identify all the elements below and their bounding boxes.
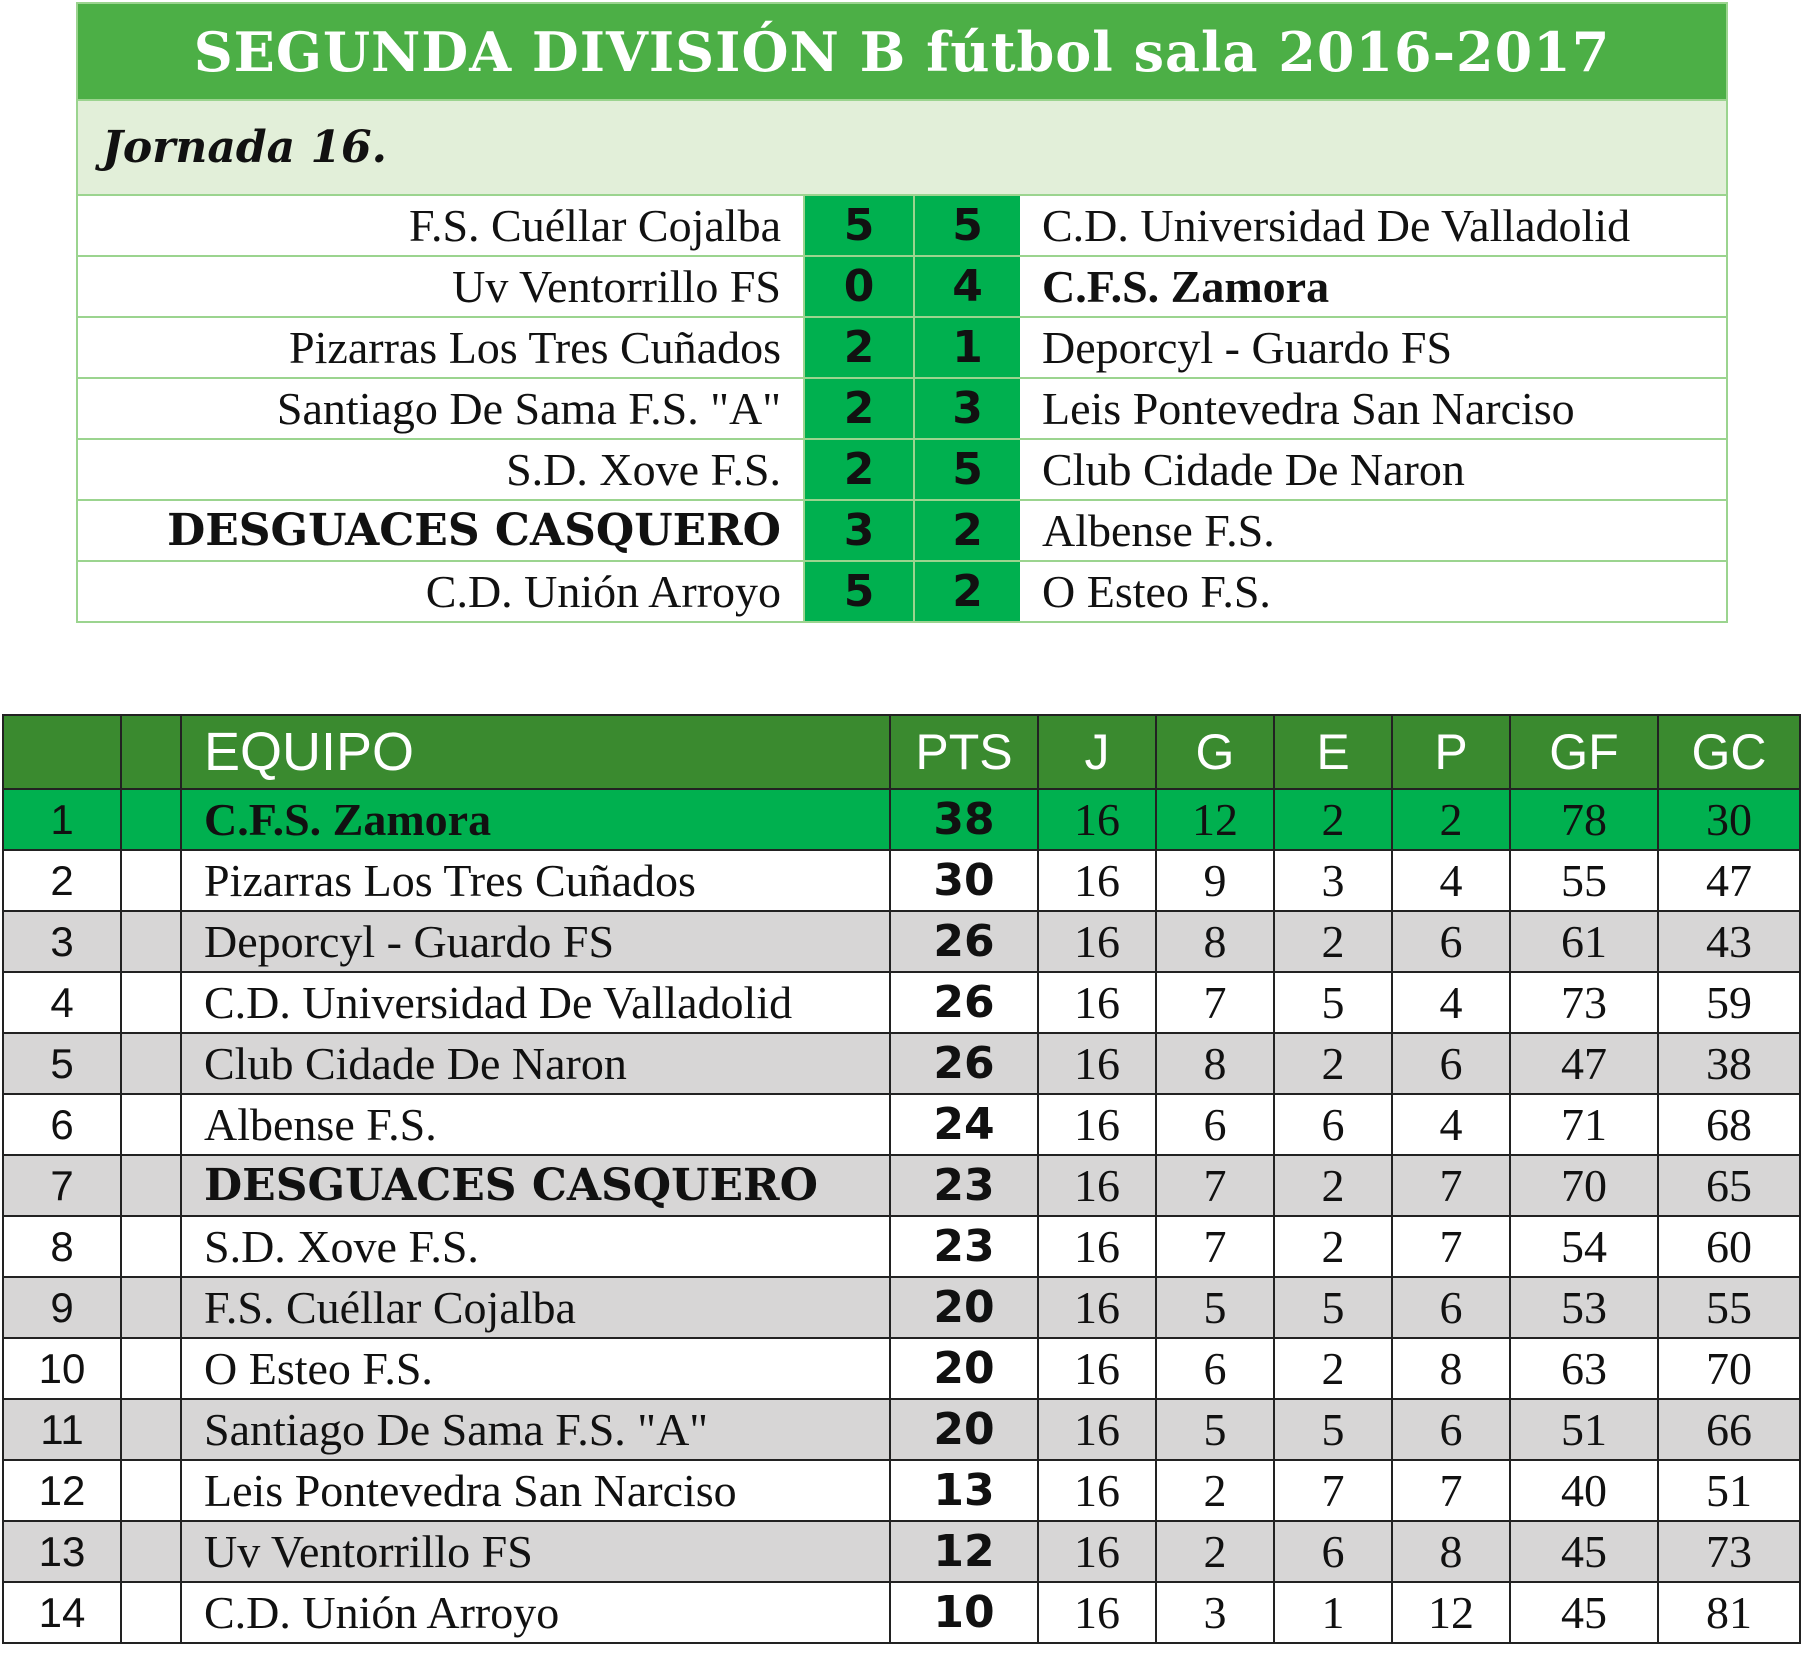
cell-gc: 47 [1658, 850, 1800, 911]
cell-pos: 6 [3, 1094, 121, 1155]
spacer-cell [121, 1399, 181, 1460]
cell-j: 16 [1038, 789, 1156, 850]
cell-gf: 61 [1510, 911, 1658, 972]
cell-e: 2 [1274, 1338, 1392, 1399]
cell-j: 16 [1038, 911, 1156, 972]
home-team: C.D. Unión Arroyo [78, 561, 804, 621]
standings-table [2, 714, 1801, 1644]
cell-g: 3 [1156, 1582, 1274, 1643]
cell-e: 2 [1274, 1155, 1392, 1216]
header-g: G [1156, 715, 1274, 789]
away-goals: 2 [914, 500, 1020, 561]
cell-pos: 4 [3, 972, 121, 1033]
header-gf: GF [1510, 715, 1658, 789]
cell-pts: 26 [890, 1033, 1038, 1094]
table-row [3, 1094, 1800, 1155]
cell-e: 2 [1274, 1033, 1392, 1094]
result-row [78, 195, 1726, 256]
cell-team: Albense F.S. [181, 1094, 890, 1155]
result-row [78, 378, 1726, 439]
spacer-cell [121, 850, 181, 911]
away-goals: 5 [914, 195, 1020, 256]
cell-team: C.D. Unión Arroyo [181, 1582, 890, 1643]
spacer-cell [121, 1277, 181, 1338]
cell-gf: 63 [1510, 1338, 1658, 1399]
spacer-cell [121, 972, 181, 1033]
cell-team: Pizarras Los Tres Cuñados [181, 850, 890, 911]
cell-gc: 38 [1658, 1033, 1800, 1094]
home-team: DESGUACES CASQUERO [78, 500, 804, 561]
cell-gc: 55 [1658, 1277, 1800, 1338]
away-team: O Esteo F.S. [1020, 561, 1726, 621]
cell-e: 5 [1274, 1399, 1392, 1460]
cell-j: 16 [1038, 1216, 1156, 1277]
cell-e: 6 [1274, 1521, 1392, 1582]
table-row [3, 1521, 1800, 1582]
cell-gc: 73 [1658, 1521, 1800, 1582]
away-team: Club Cidade De Naron [1020, 439, 1726, 500]
header-p: P [1392, 715, 1510, 789]
cell-e: 6 [1274, 1094, 1392, 1155]
cell-e: 2 [1274, 911, 1392, 972]
cell-g: 7 [1156, 1155, 1274, 1216]
cell-g: 9 [1156, 850, 1274, 911]
cell-team: Club Cidade De Naron [181, 1033, 890, 1094]
home-team: S.D. Xove F.S. [78, 439, 804, 500]
header-gc: GC [1658, 715, 1800, 789]
cell-e: 2 [1274, 1216, 1392, 1277]
cell-j: 16 [1038, 1521, 1156, 1582]
cell-gf: 40 [1510, 1460, 1658, 1521]
away-goals: 3 [914, 378, 1020, 439]
cell-p: 8 [1392, 1521, 1510, 1582]
away-goals: 4 [914, 256, 1020, 317]
table-row [3, 972, 1800, 1033]
cell-g: 8 [1156, 911, 1274, 972]
cell-pos: 9 [3, 1277, 121, 1338]
cell-pts: 20 [890, 1277, 1038, 1338]
home-team: Uv Ventorrillo FS [78, 256, 804, 317]
spacer-cell [121, 1216, 181, 1277]
cell-pts: 10 [890, 1582, 1038, 1643]
cell-e: 2 [1274, 789, 1392, 850]
table-row [3, 850, 1800, 911]
results-panel [76, 2, 1728, 623]
cell-j: 16 [1038, 1094, 1156, 1155]
cell-gc: 81 [1658, 1582, 1800, 1643]
home-team: F.S. Cuéllar Cojalba [78, 195, 804, 256]
cell-p: 8 [1392, 1338, 1510, 1399]
cell-pos: 8 [3, 1216, 121, 1277]
cell-g: 7 [1156, 1216, 1274, 1277]
table-row [3, 1277, 1800, 1338]
cell-p: 12 [1392, 1582, 1510, 1643]
cell-pts: 26 [890, 972, 1038, 1033]
cell-gf: 51 [1510, 1399, 1658, 1460]
away-team: C.F.S. Zamora [1020, 256, 1726, 317]
cell-gf: 53 [1510, 1277, 1658, 1338]
cell-e: 5 [1274, 972, 1392, 1033]
cell-team: DESGUACES CASQUERO [181, 1155, 890, 1216]
header-e: E [1274, 715, 1392, 789]
cell-pos: 1 [3, 789, 121, 850]
cell-e: 1 [1274, 1582, 1392, 1643]
cell-g: 2 [1156, 1460, 1274, 1521]
table-row [3, 1216, 1800, 1277]
cell-p: 4 [1392, 972, 1510, 1033]
cell-gc: 51 [1658, 1460, 1800, 1521]
cell-gf: 54 [1510, 1216, 1658, 1277]
table-row [3, 1033, 1800, 1094]
cell-p: 6 [1392, 1399, 1510, 1460]
result-row [78, 317, 1726, 378]
cell-j: 16 [1038, 1460, 1156, 1521]
table-row [3, 1460, 1800, 1521]
cell-e: 5 [1274, 1277, 1392, 1338]
cell-pos: 5 [3, 1033, 121, 1094]
cell-g: 6 [1156, 1094, 1274, 1155]
cell-p: 6 [1392, 1277, 1510, 1338]
cell-gf: 45 [1510, 1582, 1658, 1643]
table-row [3, 1338, 1800, 1399]
away-team: Deporcyl - Guardo FS [1020, 317, 1726, 378]
cell-j: 16 [1038, 1033, 1156, 1094]
cell-pos: 2 [3, 850, 121, 911]
cell-pts: 24 [890, 1094, 1038, 1155]
header-team: EQUIPO [181, 715, 890, 789]
cell-j: 16 [1038, 850, 1156, 911]
cell-g: 2 [1156, 1521, 1274, 1582]
header-spacer [121, 715, 181, 789]
spacer-cell [121, 789, 181, 850]
cell-j: 16 [1038, 972, 1156, 1033]
home-goals: 2 [804, 439, 914, 500]
spacer-cell [121, 1338, 181, 1399]
spacer-cell [121, 1582, 181, 1643]
result-row [78, 500, 1726, 561]
cell-gf: 71 [1510, 1094, 1658, 1155]
cell-pos: 10 [3, 1338, 121, 1399]
away-goals: 2 [914, 561, 1020, 621]
spacer-cell [121, 1155, 181, 1216]
cell-p: 6 [1392, 911, 1510, 972]
cell-gc: 30 [1658, 789, 1800, 850]
cell-pts: 20 [890, 1338, 1038, 1399]
home-team: Santiago De Sama F.S. "A" [78, 378, 804, 439]
cell-gf: 47 [1510, 1033, 1658, 1094]
table-row [3, 1399, 1800, 1460]
cell-p: 4 [1392, 850, 1510, 911]
cell-pos: 12 [3, 1460, 121, 1521]
cell-pts: 12 [890, 1521, 1038, 1582]
cell-p: 7 [1392, 1460, 1510, 1521]
cell-gf: 45 [1510, 1521, 1658, 1582]
home-goals: 3 [804, 500, 914, 561]
cell-j: 16 [1038, 1277, 1156, 1338]
cell-g: 12 [1156, 789, 1274, 850]
cell-j: 16 [1038, 1155, 1156, 1216]
away-team: Leis Pontevedra San Narciso [1020, 378, 1726, 439]
cell-pos: 14 [3, 1582, 121, 1643]
header-j: J [1038, 715, 1156, 789]
result-row [78, 439, 1726, 500]
cell-g: 5 [1156, 1399, 1274, 1460]
header-pts: PTS [890, 715, 1038, 789]
cell-j: 16 [1038, 1338, 1156, 1399]
cell-team: F.S. Cuéllar Cojalba [181, 1277, 890, 1338]
cell-p: 7 [1392, 1155, 1510, 1216]
cell-g: 5 [1156, 1277, 1274, 1338]
cell-team: Uv Ventorrillo FS [181, 1521, 890, 1582]
cell-gc: 59 [1658, 972, 1800, 1033]
home-goals: 2 [804, 378, 914, 439]
header-pos [3, 715, 121, 789]
cell-team: C.F.S. Zamora [181, 789, 890, 850]
cell-pts: 26 [890, 911, 1038, 972]
page-title: SEGUNDA DIVISIÓN B fútbol sala 2016-2017 [78, 4, 1726, 99]
table-row [3, 789, 1800, 850]
cell-pos: 11 [3, 1399, 121, 1460]
cell-pos: 3 [3, 911, 121, 972]
cell-pts: 13 [890, 1460, 1038, 1521]
cell-j: 16 [1038, 1399, 1156, 1460]
cell-p: 2 [1392, 789, 1510, 850]
cell-p: 6 [1392, 1033, 1510, 1094]
spacer-cell [121, 1521, 181, 1582]
home-goals: 5 [804, 561, 914, 621]
cell-e: 7 [1274, 1460, 1392, 1521]
cell-team: C.D. Universidad De Valladolid [181, 972, 890, 1033]
table-row [3, 1155, 1800, 1216]
spacer-cell [121, 911, 181, 972]
spacer-cell [121, 1094, 181, 1155]
cell-pos: 13 [3, 1521, 121, 1582]
cell-j: 16 [1038, 1582, 1156, 1643]
cell-gf: 70 [1510, 1155, 1658, 1216]
cell-pts: 23 [890, 1216, 1038, 1277]
cell-g: 6 [1156, 1338, 1274, 1399]
cell-team: O Esteo F.S. [181, 1338, 890, 1399]
results-table [78, 194, 1726, 621]
away-goals: 1 [914, 317, 1020, 378]
result-row [78, 561, 1726, 621]
away-goals: 5 [914, 439, 1020, 500]
spacer-cell [121, 1033, 181, 1094]
cell-team: S.D. Xove F.S. [181, 1216, 890, 1277]
cell-gc: 70 [1658, 1338, 1800, 1399]
cell-g: 8 [1156, 1033, 1274, 1094]
cell-pts: 38 [890, 789, 1038, 850]
cell-gc: 68 [1658, 1094, 1800, 1155]
cell-gf: 78 [1510, 789, 1658, 850]
away-team: Albense F.S. [1020, 500, 1726, 561]
cell-g: 7 [1156, 972, 1274, 1033]
home-goals: 0 [804, 256, 914, 317]
cell-gc: 65 [1658, 1155, 1800, 1216]
home-goals: 2 [804, 317, 914, 378]
cell-gc: 66 [1658, 1399, 1800, 1460]
spacer-cell [121, 1460, 181, 1521]
cell-pts: 20 [890, 1399, 1038, 1460]
cell-team: Leis Pontevedra San Narciso [181, 1460, 890, 1521]
cell-e: 3 [1274, 850, 1392, 911]
cell-pts: 30 [890, 850, 1038, 911]
table-row [3, 911, 1800, 972]
home-goals: 5 [804, 195, 914, 256]
cell-p: 4 [1392, 1094, 1510, 1155]
cell-gf: 73 [1510, 972, 1658, 1033]
home-team: Pizarras Los Tres Cuñados [78, 317, 804, 378]
round-label: Jornada 16. [78, 99, 1726, 194]
away-team: C.D. Universidad De Valladolid [1020, 195, 1726, 256]
cell-gc: 43 [1658, 911, 1800, 972]
table-row [3, 1582, 1800, 1643]
cell-gf: 55 [1510, 850, 1658, 911]
cell-team: Santiago De Sama F.S. "A" [181, 1399, 890, 1460]
result-row [78, 256, 1726, 317]
cell-team: Deporcyl - Guardo FS [181, 911, 890, 972]
cell-p: 7 [1392, 1216, 1510, 1277]
cell-gc: 60 [1658, 1216, 1800, 1277]
cell-pos: 7 [3, 1155, 121, 1216]
standings-header [3, 715, 1800, 789]
cell-pts: 23 [890, 1155, 1038, 1216]
